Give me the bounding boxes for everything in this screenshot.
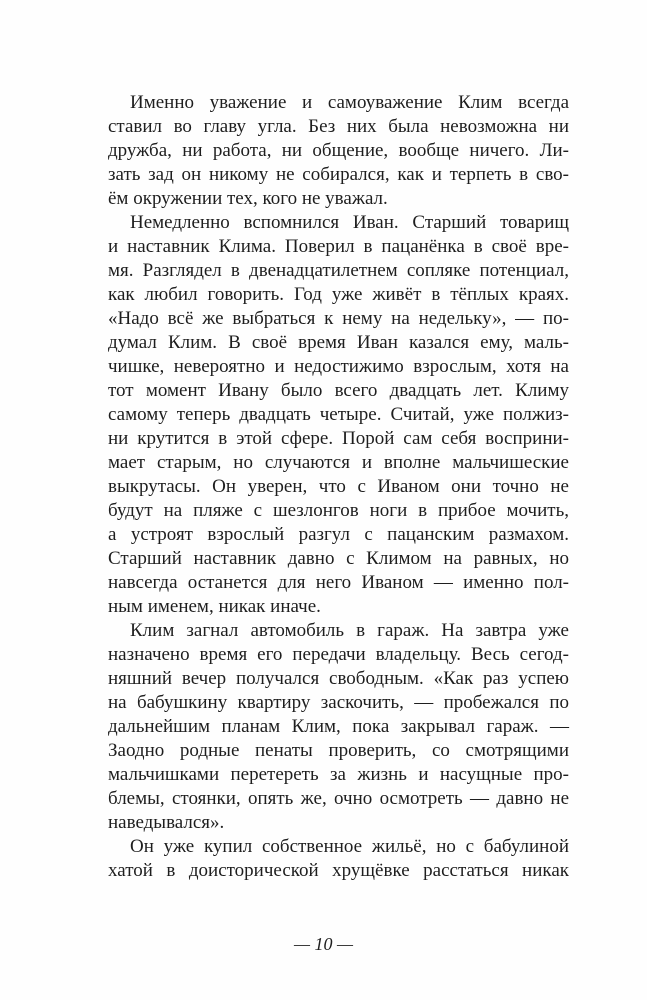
text-line: и наставник Клима. Поверил в пацанёнка в своё вре-: [108, 236, 569, 257]
text-line: ным именем, никак иначе.: [108, 596, 321, 617]
text-line: Немедленно вспомнился Иван. Старший товарищ: [130, 212, 569, 233]
text-line: Заодно родные пенаты проверить, со смотрящими: [108, 740, 569, 761]
text-line: а устроят взрослый разгул с пацанским размахом.: [108, 524, 569, 545]
paragraph: [108, 91, 569, 211]
text-line: зать зад он никому не собирался, как и терпеть в сво-: [108, 164, 569, 185]
text-line: хатой в доисторической хрущёвке расстаться никак: [108, 860, 569, 881]
text-line: ём окружении тех, кого не уважал.: [108, 188, 388, 209]
text-line: мает старым, но случаются и вполне мальчишеские: [108, 452, 569, 473]
text-line: Он уже купил собственное жильё, но с бабулиной: [130, 836, 569, 857]
text-line: будут на пляже с шезлонгов ноги в прибое мочить,: [108, 500, 569, 521]
text-line: навсегда останется для него Иваном — именно пол-: [108, 572, 569, 593]
text-line: думал Клим. В своё время Иван казался ему, маль-: [108, 332, 569, 353]
text-line: назначено время его передачи владельцу. Весь сегод-: [108, 644, 569, 665]
paragraph: [108, 211, 569, 619]
text-line: выкрутасы. Он уверен, что с Иваном они точно не: [108, 476, 569, 497]
text-line: дружба, ни работа, ни общение, вообще ничего. Ли-: [108, 140, 569, 161]
text-line: дальнейшим планам Клим, пока закрывал гараж. —: [108, 716, 569, 737]
text-line: чишке, невероятно и недостижимо взрослым, хотя на: [108, 356, 569, 377]
text-line: мя. Разглядел в двенадцатилетнем сопляке потенциал,: [108, 260, 569, 281]
text-line: тот момент Ивану было всего двадцать лет. Климу: [108, 380, 569, 401]
text-line: Именно уважение и самоуважение Клим всегда: [130, 92, 569, 113]
text-line: как любил говорить. Год уже живёт в тёплых краях.: [108, 284, 569, 305]
page-number: — 10 —: [293, 934, 353, 954]
paragraph: [108, 835, 569, 883]
text-line: наведывался».: [108, 812, 225, 833]
text-line: ни крутится в этой сфере. Порой сам себя восприни-: [108, 428, 569, 449]
text-line: Клим загнал автомобиль в гараж. На завтра уже: [130, 620, 569, 641]
text-block: [108, 91, 569, 883]
text-line: самому теперь двадцать четыре. Считай, уже полжиз-: [108, 404, 569, 425]
text-line: «Надо всё же выбраться к нему на недельку», — по-: [108, 308, 569, 329]
text-line: Старший наставник давно с Климом на равных, но: [108, 548, 569, 569]
text-line: ставил во главу угла. Без них была невозможна ни: [108, 116, 569, 137]
text-line: блемы, стоянки, опять же, очно осмотреть — давно не: [108, 788, 569, 809]
text-line: мальчишками перетереть за жизнь и насущные про-: [108, 764, 569, 785]
text-line: на бабушкину квартиру заскочить, — пробежался по: [108, 692, 569, 713]
paragraph: [108, 619, 569, 835]
text-line: няшний вечер получался свободным. «Как раз успею: [108, 668, 569, 689]
